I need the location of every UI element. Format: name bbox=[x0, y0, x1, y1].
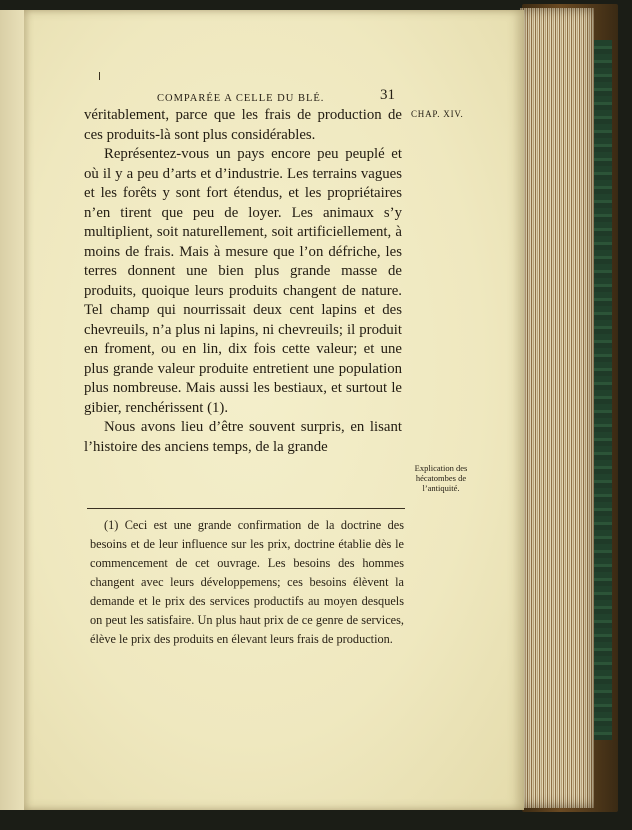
footnote bbox=[90, 516, 404, 649]
cover-marbled-paper bbox=[592, 40, 612, 740]
page-edges bbox=[520, 8, 594, 808]
body-text bbox=[84, 106, 402, 457]
footnote-text: (1) Ceci est une grande confirmation de la doctrine des besoins et de leur influence sur les prix, doctrine établie dès le commencement de cet ouvrage. Les besoins des hommes changent avec leurs développemens; ces besoins élèvent la demande et le prix des services productifs au moyen desquels on peut les satisfaire. Un plus haut prix de ce genre de services, élève le prix des produits en élevant leurs frais de production. bbox=[90, 518, 404, 646]
page-number: 31 bbox=[380, 87, 395, 103]
running-title: COMPARÉE A CELLE DU BLÉ. bbox=[157, 93, 325, 104]
paragraph: Représentez-vous un pays encore peu peuplé et où il y a peu d’arts et d’industrie. Les terrains vagues et les forêts y sont fort étendus, et les propriétaires n’en tirent que peu de loyer. Les animaux s’y multiplient, soit naturellement, soit artificiellement, à moins de frais. Mais à mesure que l’on défriche, les terres donnent une bien plus grande masse de produits, quoique leurs produits changent de nature. Tel champ qui nourrissait deux cent lapins et des chevreuils, n’a plus ni lapins, ni chevreuils; il produit en froment, ou en lin, dix fois cette valeur; et une plus grande valeur produite entretient une population plus nombreuse. Mais aussi les bestiaux, et surtout le gibier, renchérissent (1). bbox=[84, 146, 402, 416]
margin-chapter: CHAP. XIV. bbox=[411, 109, 464, 119]
page-mark bbox=[99, 72, 100, 80]
paragraph: Nous avons lieu d’être souvent surpris, en lisant l’histoire des anciens temps, de la grande bbox=[84, 419, 402, 455]
paragraph: véritablement, parce que les frais de production de ces produits-là sont plus considérables. bbox=[84, 107, 402, 143]
margin-note: Explication des hécatombes de l’antiquité. bbox=[414, 463, 468, 493]
left-page-edge bbox=[0, 10, 25, 810]
footnote-rule bbox=[87, 508, 405, 509]
